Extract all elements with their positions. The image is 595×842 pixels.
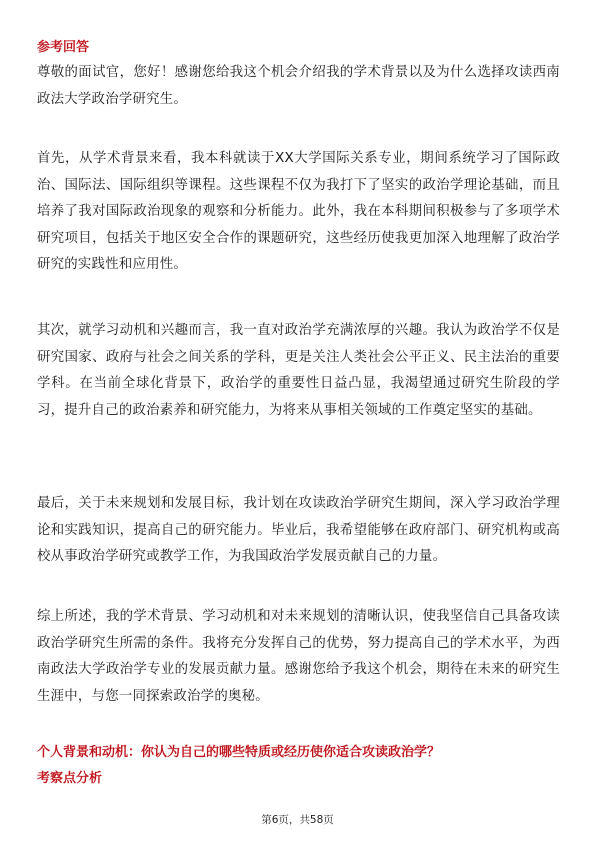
page-number-footer: 第6页，共58页 xyxy=(261,814,334,826)
reference-answer-title: 参考回答 xyxy=(37,40,90,55)
paragraph-greeting: 尊敬的面试官，您好！感谢您给我这个机会介绍我的学术背景以及为什么选择攻读西南政法大学政治学研究生。 xyxy=(37,65,560,107)
paragraph-future-plans: 最后，关于未来规划和发展目标，我计划在攻读政治学研究生期间，深入学习政治学理论和实践知识，提高自己的研究能力。毕业后，我希望能够在政府部门、研究机构或高校从事政治学研究或教学工作，为我国政治学发展贡献自己的力量。 xyxy=(37,496,560,564)
paragraph-academic-background: 首先，从学术背景来看，我本科就读于XX大学国际关系专业，期间系统学习了国际政治、国际法、国际组织等课程。这些课程不仅为我打下了坚实的政治学理论基础，而且培养了我对国际政治现象的观察和分析能力。此外，我在本科期间积极参与了多项学术研究项目，包括关于地区安全合作的课题研究，这些经历使我更加深入地理解了政治学研究的实践性和应用性。 xyxy=(37,151,560,272)
analysis-title: 考察点分析 xyxy=(37,771,103,786)
paragraph-conclusion: 综上所述，我的学术背景、学习动机和对未来规划的清晰认识，使我坚信自己具备攻读政治学研究生所需的条件。我将充分发挥自己的优势，努力提高自己的学术水平，为西南政法大学政治学专业的发展贡献力量。感谢您给予我这个机会，期待在未来的研究生生涯中，与您一同探索政治学的奥秘。 xyxy=(37,609,560,704)
question-heading: 个人背景和动机：你认为自己的哪些特质或经历使你适合攻读政治学？ xyxy=(37,745,441,760)
paragraph-motivation: 其次，就学习动机和兴趣而言，我一直对政治学充满浓厚的兴趣。我认为政治学不仅是研究国家、政府与社会之间关系的学科，更是关注人类社会公平正义、民主法治的重要学科。在当前全球化背景下，政治学的重要性日益凸显，我渴望通过研究生阶段的学习，提升自己的政治素养和研究能力，为将来从事相关领域的工作奠定坚实的基础。 xyxy=(37,323,560,418)
